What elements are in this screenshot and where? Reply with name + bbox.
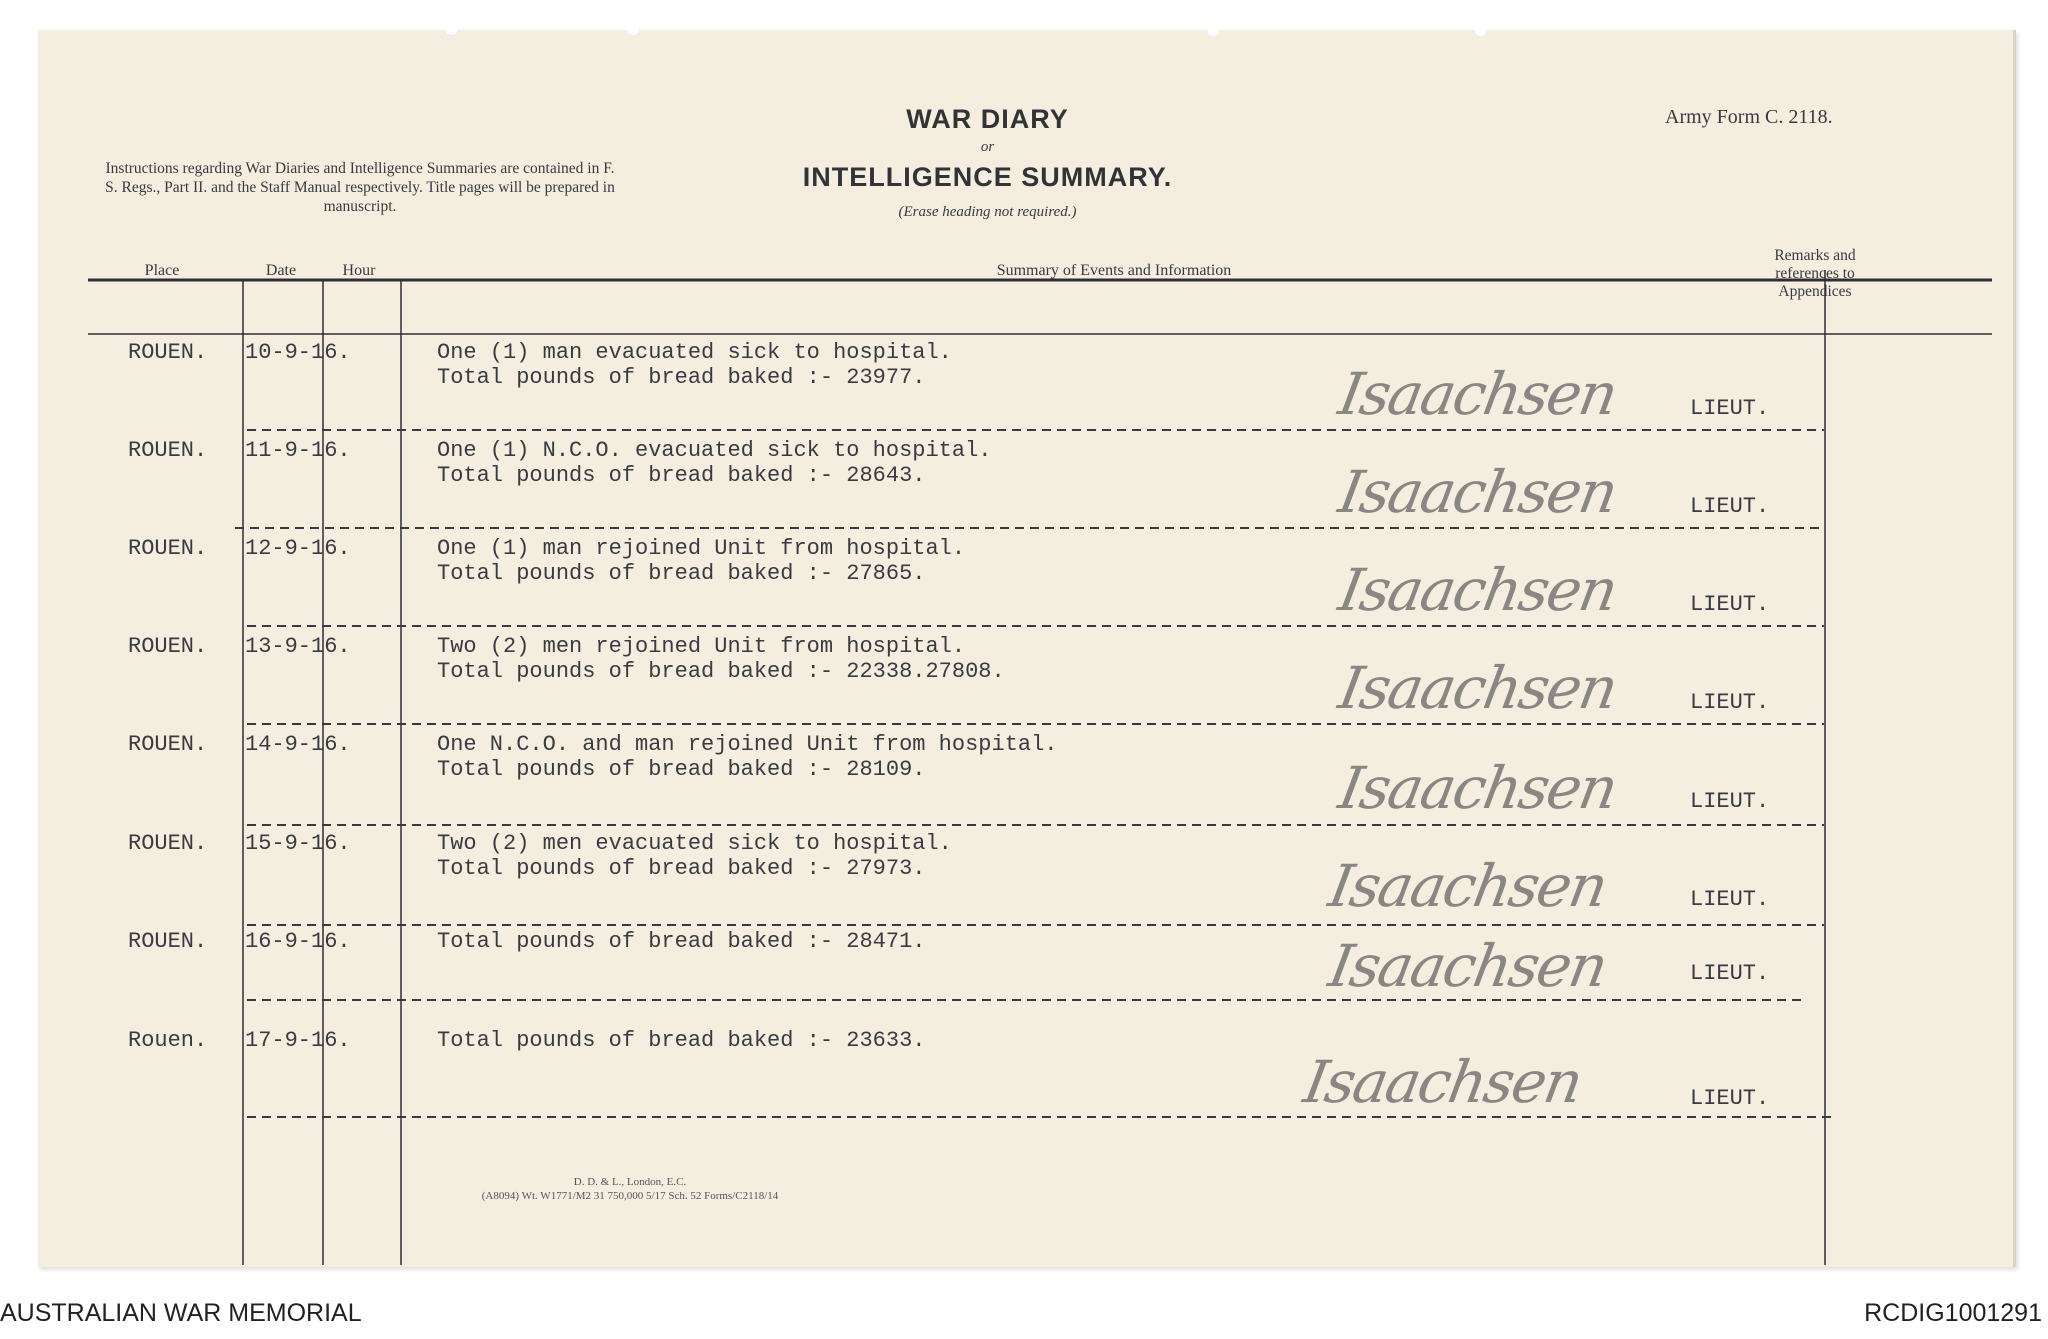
entry-summary-line: Total pounds of bread baked :- 23977. bbox=[437, 365, 926, 390]
entry-summary-line: One (1) man evacuated sick to hospital. bbox=[437, 340, 952, 365]
instructions-note: Instructions regarding War Diaries and Intelligence Summaries are contained in F. S. Regs., Part II. and the Staff Manual respectively. Title pages will be prepared in manuscript. bbox=[105, 160, 615, 215]
column-header-hour: Hour bbox=[342, 262, 376, 279]
entry-date: 14-9-16. bbox=[245, 732, 351, 757]
entry-summary-line: Two (2) men evacuated sick to hospital. bbox=[437, 831, 952, 856]
entry-place: ROUEN. bbox=[128, 634, 208, 659]
form-title-war-diary: WAR DIARY bbox=[906, 104, 1069, 134]
entry-rank: LIEUT. bbox=[1690, 789, 1770, 814]
form-title-intelligence-summary: INTELLIGENCE SUMMARY. bbox=[802, 162, 1173, 192]
entry-place: ROUEN. bbox=[128, 929, 208, 954]
entry-summary-line: Total pounds of bread baked :- 23633. bbox=[437, 1028, 926, 1053]
column-header-remarks: Remarks and references to Appendices bbox=[1774, 247, 1856, 300]
entry-summary-line: Total pounds of bread baked :- 22338.27808. bbox=[437, 659, 1005, 684]
handwritten-signature: Isaachsen bbox=[1334, 458, 1622, 526]
entry-summary-line: Total pounds of bread baked :- 28643. bbox=[437, 463, 926, 488]
entry-place: ROUEN. bbox=[128, 536, 208, 561]
form-title-or: or bbox=[980, 139, 995, 155]
archive-caption-left: AUSTRALIAN WAR MEMORIAL bbox=[0, 1299, 362, 1327]
column-header-date: Date bbox=[265, 262, 297, 279]
column-header-place: Place bbox=[144, 262, 180, 279]
entry-place: ROUEN. bbox=[128, 340, 208, 365]
printer-imprint-line: D. D. & L., London, E.C. bbox=[573, 1176, 687, 1188]
erase-note: (Erase heading not required.) bbox=[898, 204, 1077, 220]
entry-summary-line: One (1) N.C.O. evacuated sick to hospital. bbox=[437, 438, 992, 463]
entry-summary-line: Two (2) men rejoined Unit from hospital. bbox=[437, 634, 966, 659]
handwritten-signature: Isaachsen bbox=[1334, 754, 1622, 822]
entry-rank: LIEUT. bbox=[1690, 961, 1770, 986]
entry-date: 16-9-16. bbox=[245, 929, 351, 954]
entry-summary-line: Total pounds of bread baked :- 27973. bbox=[437, 856, 926, 881]
army-form-number: Army Form C. 2118. bbox=[1665, 106, 1833, 128]
entry-date: 11-9-16. bbox=[245, 438, 351, 463]
entry-place: ROUEN. bbox=[128, 732, 208, 757]
column-header-summary: Summary of Events and Information bbox=[996, 262, 1232, 279]
printer-imprint bbox=[430, 1175, 830, 1203]
entry-date: 12-9-16. bbox=[245, 536, 351, 561]
entry-rank: LIEUT. bbox=[1690, 494, 1770, 519]
handwritten-signature: Isaachsen bbox=[1334, 556, 1622, 624]
entry-summary-line: Total pounds of bread baked :- 28109. bbox=[437, 757, 926, 782]
entry-date: 17-9-16. bbox=[245, 1028, 351, 1053]
entry-rank: LIEUT. bbox=[1690, 592, 1770, 617]
entry-rank: LIEUT. bbox=[1690, 1086, 1770, 1111]
entry-summary-line: One (1) man rejoined Unit from hospital. bbox=[437, 536, 966, 561]
handwritten-signature: Isaachsen bbox=[1324, 932, 1612, 1000]
entry-place: Rouen. bbox=[128, 1028, 208, 1053]
entry-summary-line: Total pounds of bread baked :- 27865. bbox=[437, 561, 926, 586]
entry-date: 13-9-16. bbox=[245, 634, 351, 659]
entry-summary-line: Total pounds of bread baked :- 28471. bbox=[437, 929, 926, 954]
entry-place: ROUEN. bbox=[128, 438, 208, 463]
entry-rank: LIEUT. bbox=[1690, 887, 1770, 912]
handwritten-signature: Isaachsen bbox=[1299, 1048, 1587, 1116]
entry-summary-line: One N.C.O. and man rejoined Unit from hospital. bbox=[437, 732, 1058, 757]
entry-date: 10-9-16. bbox=[245, 340, 351, 365]
handwritten-signature: Isaachsen bbox=[1324, 852, 1612, 920]
printer-imprint-line: (A8094) Wt. W1771/M2 31 750,000 5/17 Sch. 52 Forms/C2118/14 bbox=[481, 1190, 779, 1202]
entry-place: ROUEN. bbox=[128, 831, 208, 856]
handwritten-signature: Isaachsen bbox=[1334, 360, 1622, 428]
entry-rank: LIEUT. bbox=[1690, 396, 1770, 421]
entry-date: 15-9-16. bbox=[245, 831, 351, 856]
handwritten-signature: Isaachsen bbox=[1334, 654, 1622, 722]
entry-rank: LIEUT. bbox=[1690, 690, 1770, 715]
archive-caption-right: RCDIG1001291 bbox=[1864, 1299, 2042, 1327]
